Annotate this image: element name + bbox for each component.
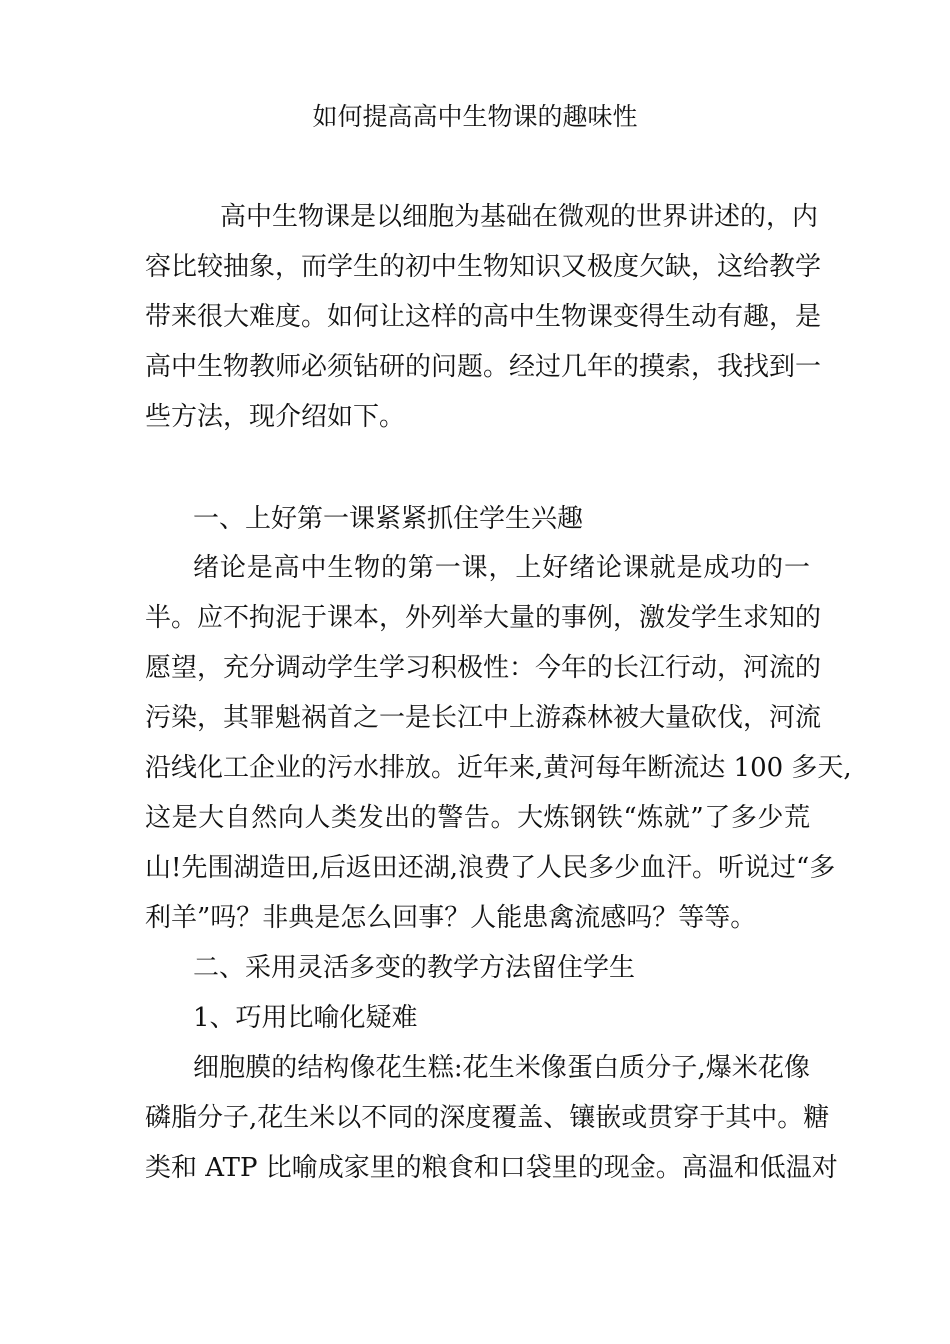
section-heading-2: 二、采用灵活多变的教学方法留住学生	[193, 953, 636, 983]
paragraph-line: 半。应不拘泥于课本，外列举大量的事例，激发学生求知的	[145, 603, 822, 633]
paragraph-line: 利羊”吗？非典是怎么回事？人能患禽流感吗？等等。	[145, 903, 757, 933]
paragraph-line: 绪论是高中生物的第一课，上好绪论课就是成功的一	[193, 553, 810, 583]
paragraph-line: 沿线化工企业的污水排放。近年来,黄河每年断流达 100 多天,	[145, 753, 852, 783]
subsection-heading-1: 1、巧用比喻化疑难	[193, 1003, 418, 1033]
paragraph-line: 愿望，充分调动学生学习积极性：今年的长江行动，河流的	[145, 653, 822, 683]
paragraph-line: 高中生物课是以细胞为基础在微观的世界讲述的，内	[220, 202, 819, 232]
paragraph-line: 这是大自然向人类发出的警告。大炼钢铁“炼就”了多少荒	[145, 803, 810, 833]
paragraph-line: 污染，其罪魁祸首之一是长江中上游森林被大量砍伐，河流	[145, 703, 822, 733]
paragraph-line: 容比较抽象，而学生的初中生物知识又极度欠缺，这给教学	[145, 252, 822, 282]
paragraph-line: 类和 ATP 比喻成家里的粮食和口袋里的现金。高温和低温对	[145, 1153, 838, 1183]
paragraph-line: 些方法，现介绍如下。	[145, 402, 406, 432]
paragraph-line: 带来很大难度。如何让这样的高中生物课变得生动有趣，是	[145, 302, 822, 332]
paragraph-line: 山!先围湖造田,后返田还湖,浪费了人民多少血汗。听说过“多	[145, 853, 836, 883]
paragraph-line: 磷脂分子,花生米以不同的深度覆盖、镶嵌或贯穿于其中。糖	[145, 1103, 830, 1133]
section-heading-1: 一、上好第一课紧紧抓住学生兴趣	[193, 504, 584, 534]
paragraph-line: 细胞膜的结构像花生糕:花生米像蛋白质分子,爆米花像	[193, 1053, 810, 1083]
document-title: 如何提高高中生物课的趣味性	[312, 102, 638, 131]
paragraph-line: 高中生物教师必须钻研的问题。经过几年的摸索，我找到一	[145, 352, 822, 382]
